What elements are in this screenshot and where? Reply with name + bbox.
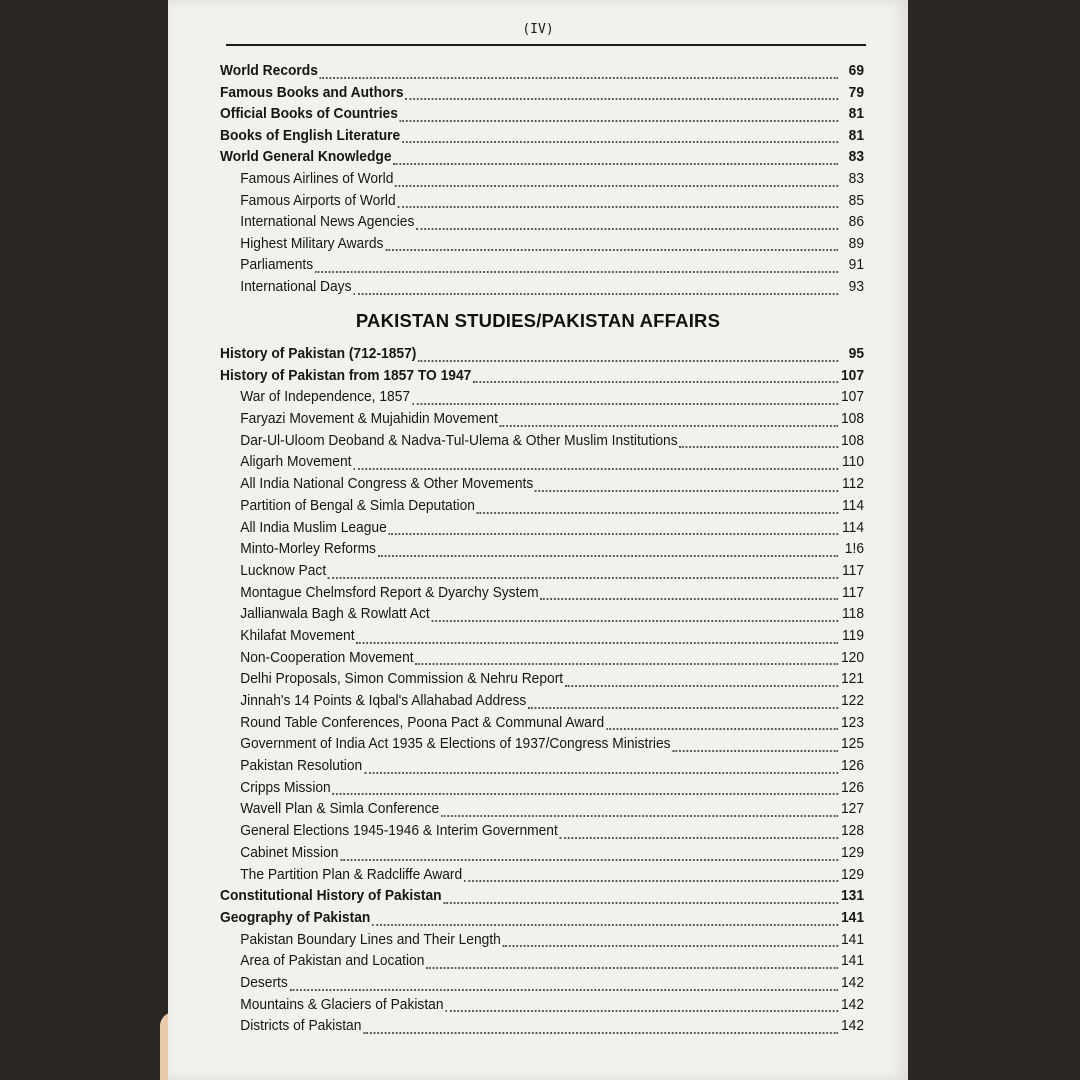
toc-leader-dots xyxy=(560,837,839,839)
toc-entry-title: The Partition Plan & Radcliffe Award xyxy=(240,865,463,883)
toc-entry-page: 131 xyxy=(840,887,864,905)
toc-entry xyxy=(220,170,864,192)
toc-entry xyxy=(220,62,864,84)
toc-leader-dots xyxy=(290,989,839,991)
toc-entry-title: Minto-Morley Reforms xyxy=(240,540,376,558)
toc-entry-title: Cripps Mission xyxy=(240,778,331,796)
toc-entry-page: 81 xyxy=(848,105,864,123)
toc-entry xyxy=(220,410,864,432)
toc-entry-title: Round Table Conferences, Poona Pact & Communal Award xyxy=(240,713,605,731)
toc-entry-title: Constitutional History of Pakistan xyxy=(220,887,442,905)
toc-entry-page: 108 xyxy=(840,410,864,428)
toc-leader-dots xyxy=(473,381,838,383)
toc-entry xyxy=(220,345,864,367)
toc-entry-page: 110 xyxy=(841,453,864,471)
toc-leader-dots xyxy=(503,945,839,947)
toc-entry xyxy=(220,584,864,606)
toc-leader-dots xyxy=(363,1032,838,1034)
toc-leader-dots xyxy=(320,77,839,79)
toc-entry xyxy=(220,235,864,257)
toc-entry xyxy=(220,974,864,996)
toc-leader-dots xyxy=(393,163,838,165)
toc-entry-title: Partition of Bengal & Simla Deputation xyxy=(240,496,475,514)
toc-entry xyxy=(220,822,864,844)
toc-entry-page: 120 xyxy=(840,648,864,666)
toc-entry xyxy=(220,432,864,454)
toc-entry xyxy=(220,866,864,888)
toc-entry-page: 117 xyxy=(841,561,864,579)
toc-entry-title: Pakistan Boundary Lines and Their Length xyxy=(240,930,501,948)
toc-leader-dots xyxy=(426,967,838,969)
toc-entry-title: Highest Military Awards xyxy=(240,234,384,252)
toc-leader-dots xyxy=(364,772,838,774)
toc-leader-dots xyxy=(333,793,839,795)
toc-leader-dots xyxy=(400,120,839,122)
toc-entry-title: Districts of Pakistan xyxy=(240,1017,362,1035)
toc-entry-page: 123 xyxy=(840,713,864,731)
toc-leader-dots xyxy=(378,555,838,557)
toc-leader-dots xyxy=(432,620,839,622)
toc-entry xyxy=(220,540,864,562)
toc-entry-title: Government of India Act 1935 & Elections of 1937/Congress Ministries xyxy=(240,735,671,753)
toc-entry-title: Jallianwala Bagh & Rowlatt Act xyxy=(240,605,430,623)
toc-entry-page: 119 xyxy=(841,626,864,644)
toc-entry-title: Cabinet Mission xyxy=(240,843,339,861)
toc-entry xyxy=(220,562,864,584)
toc-leader-dots xyxy=(398,206,839,208)
toc-entry-title: Books of English Literature xyxy=(220,126,401,144)
header-rule xyxy=(226,44,866,46)
toc-leader-dots xyxy=(418,360,838,362)
toc-leader-dots xyxy=(672,750,838,752)
toc-leader-dots xyxy=(540,598,838,600)
toc-entry-title: World Records xyxy=(220,62,318,79)
toc-leader-dots xyxy=(464,880,838,882)
toc-entry-page: 127 xyxy=(840,800,864,818)
toc-entry-title: Delhi Proposals, Simon Commission & Nehru Report xyxy=(240,670,564,688)
toc-leader-dots xyxy=(679,446,838,448)
toc-entry-title: War of Independence, 1857 xyxy=(240,388,411,406)
toc-entry-page: 129 xyxy=(840,843,864,861)
toc-leader-dots xyxy=(395,185,838,187)
toc-leader-dots xyxy=(528,707,838,709)
section-title: PAKISTAN STUDIES/PAKISTAN AFFAIRS xyxy=(355,310,721,331)
toc-entry xyxy=(220,735,864,757)
toc-entry-page: 142 xyxy=(840,995,864,1013)
toc-leader-dots xyxy=(565,685,838,687)
toc-leader-dots xyxy=(415,663,838,665)
toc-entry xyxy=(220,605,864,627)
toc-entry xyxy=(220,909,864,931)
toc-entry-page: 129 xyxy=(840,865,864,883)
toc-entry xyxy=(220,779,864,801)
toc-entry-page: 128 xyxy=(840,822,864,840)
toc-entry xyxy=(220,800,864,822)
toc-entry-title: Famous Airports of World xyxy=(240,191,396,209)
toc-leader-dots xyxy=(445,1010,838,1012)
toc-entry xyxy=(220,887,864,909)
toc-entry-title: Parliaments xyxy=(240,256,314,274)
toc-entry-title: Mountains & Glaciers of Pakistan xyxy=(240,995,444,1013)
toc-entry xyxy=(220,519,864,541)
toc-entry-title: Famous Airlines of World xyxy=(240,169,394,187)
toc-entry-page: 114 xyxy=(841,518,864,536)
toc-entry xyxy=(220,1017,864,1039)
toc-leader-dots xyxy=(416,228,838,230)
toc-entry-page: 141 xyxy=(840,908,864,926)
toc-entry xyxy=(220,670,864,692)
toc-entry xyxy=(220,256,864,278)
toc-entry-page: 89 xyxy=(848,234,864,252)
toc-entry-page: 141 xyxy=(840,930,864,948)
toc-entry xyxy=(220,714,864,736)
toc-entry xyxy=(220,692,864,714)
toc-entry-page: 69 xyxy=(848,62,864,79)
toc-leader-dots xyxy=(441,815,838,817)
toc-entry-title: Dar-Ul-Uloom Deoband & Nadva-Tul-Ulema & Other Muslim Institutions xyxy=(240,431,678,449)
toc-entry xyxy=(220,84,864,106)
page-header-numeral: (IV) xyxy=(522,22,554,37)
toc-entry-title: Deserts xyxy=(240,973,288,991)
toc-entry-page: 93 xyxy=(848,277,864,295)
toc-entry xyxy=(220,757,864,779)
toc-entry-title: Lucknow Pact xyxy=(240,561,327,579)
toc-entry-page: 107 xyxy=(840,366,864,384)
toc-entry-title: Montague Chelmsford Report & Dyarchy System xyxy=(240,583,539,601)
toc-leader-dots xyxy=(356,642,838,644)
toc-leader-dots xyxy=(315,271,838,273)
toc-entry xyxy=(220,105,864,127)
toc-entry-title: Geography of Pakistan xyxy=(220,908,371,926)
toc-entry-title: Wavell Plan & Simla Conference xyxy=(240,800,440,818)
toc-leader-dots xyxy=(340,859,838,861)
toc-entry xyxy=(220,844,864,866)
toc-entry-title: Faryazi Movement & Mujahidin Movement xyxy=(240,410,498,428)
toc-entry-page: 114 xyxy=(841,496,864,514)
toc-entry-title: History of Pakistan from 1857 TO 1947 xyxy=(220,366,472,384)
toc-entry-title: General Elections 1945-1946 & Interim Government xyxy=(240,822,558,840)
toc-entry-page: 125 xyxy=(840,735,864,753)
toc-entry-page: 118 xyxy=(841,605,864,623)
toc-entry-page: 83 xyxy=(848,148,864,166)
toc-entry xyxy=(220,649,864,671)
toc-entry-title: All India National Congress & Other Movements xyxy=(240,475,534,493)
toc-entry-title: Jinnah's 14 Points & Iqbal's Allahabad Address xyxy=(240,692,527,709)
toc-leader-dots xyxy=(535,490,838,492)
toc-leader-dots xyxy=(500,425,838,427)
toc-entry xyxy=(220,931,864,953)
toc-entry-title: Non-Cooperation Movement xyxy=(240,648,414,666)
toc-leader-dots xyxy=(389,533,839,535)
toc-entry-title: Official Books of Countries xyxy=(220,105,398,123)
toc-leader-dots xyxy=(328,577,838,579)
toc-entry xyxy=(220,453,864,475)
toc-entry xyxy=(220,148,864,170)
toc-entry-title: History of Pakistan (712-1857) xyxy=(220,345,417,362)
toc-entry-page: 141 xyxy=(840,952,864,970)
toc-entry-page: 81 xyxy=(848,126,864,144)
toc-entry-page: 85 xyxy=(848,191,864,209)
toc-entry xyxy=(220,278,864,300)
toc-leader-dots xyxy=(372,924,838,926)
toc-leader-dots xyxy=(353,293,838,295)
toc-entry-page: 95 xyxy=(848,345,864,362)
toc-entry xyxy=(220,127,864,149)
toc-entry-page: 117 xyxy=(841,583,864,601)
toc-entry-title: International News Agencies xyxy=(240,213,415,231)
toc-entry-page: 126 xyxy=(840,757,864,775)
toc-leader-dots xyxy=(606,728,838,730)
toc-entry xyxy=(220,497,864,519)
toc-entry-page: 122 xyxy=(840,692,864,709)
toc-entry xyxy=(220,192,864,214)
toc-entry xyxy=(220,388,864,410)
toc-entry-page: 112 xyxy=(841,475,864,493)
toc-entry xyxy=(220,475,864,497)
toc-entry xyxy=(220,627,864,649)
toc-entry-title: Famous Books and Authors xyxy=(220,83,404,101)
toc-entry-page: 83 xyxy=(848,169,864,187)
toc-entry-page: 142 xyxy=(840,973,864,991)
toc-entry-page: 79 xyxy=(848,83,864,101)
toc-entry-title: All India Muslim League xyxy=(240,518,387,536)
toc-list-pakistan xyxy=(220,345,864,1039)
toc-entry-page: 86 xyxy=(848,213,864,231)
toc-entry-page: 108 xyxy=(840,431,864,449)
toc-leader-dots xyxy=(353,468,838,470)
toc-entry-page: 142 xyxy=(840,1017,864,1035)
toc-entry xyxy=(220,213,864,235)
toc-entry-title: International Days xyxy=(240,277,352,295)
toc-entry-page: 91 xyxy=(848,256,864,274)
toc-entry-page: 107 xyxy=(840,388,864,406)
toc-entry xyxy=(220,367,864,389)
toc-entry-page: 121 xyxy=(840,670,864,688)
toc-entry-title: Khilafat Movement xyxy=(240,626,355,644)
toc-leader-dots xyxy=(412,403,838,405)
toc-entry-title: World General Knowledge xyxy=(220,148,392,166)
toc-list-general xyxy=(220,62,864,300)
toc-entry xyxy=(220,996,864,1018)
toc-leader-dots xyxy=(405,98,838,100)
toc-entry xyxy=(220,952,864,974)
toc-leader-dots xyxy=(402,141,838,143)
toc-entry-title: Pakistan Resolution xyxy=(240,757,363,775)
toc-leader-dots xyxy=(443,902,838,904)
toc-leader-dots xyxy=(477,512,838,514)
toc-entry-title: Aligarh Movement xyxy=(240,453,352,471)
toc-entry-page: 1!6 xyxy=(844,540,864,558)
toc-entry-page: 126 xyxy=(840,778,864,796)
book-page xyxy=(168,0,908,1080)
toc-entry-title: Area of Pakistan and Location xyxy=(240,952,425,970)
toc-leader-dots xyxy=(385,249,838,251)
